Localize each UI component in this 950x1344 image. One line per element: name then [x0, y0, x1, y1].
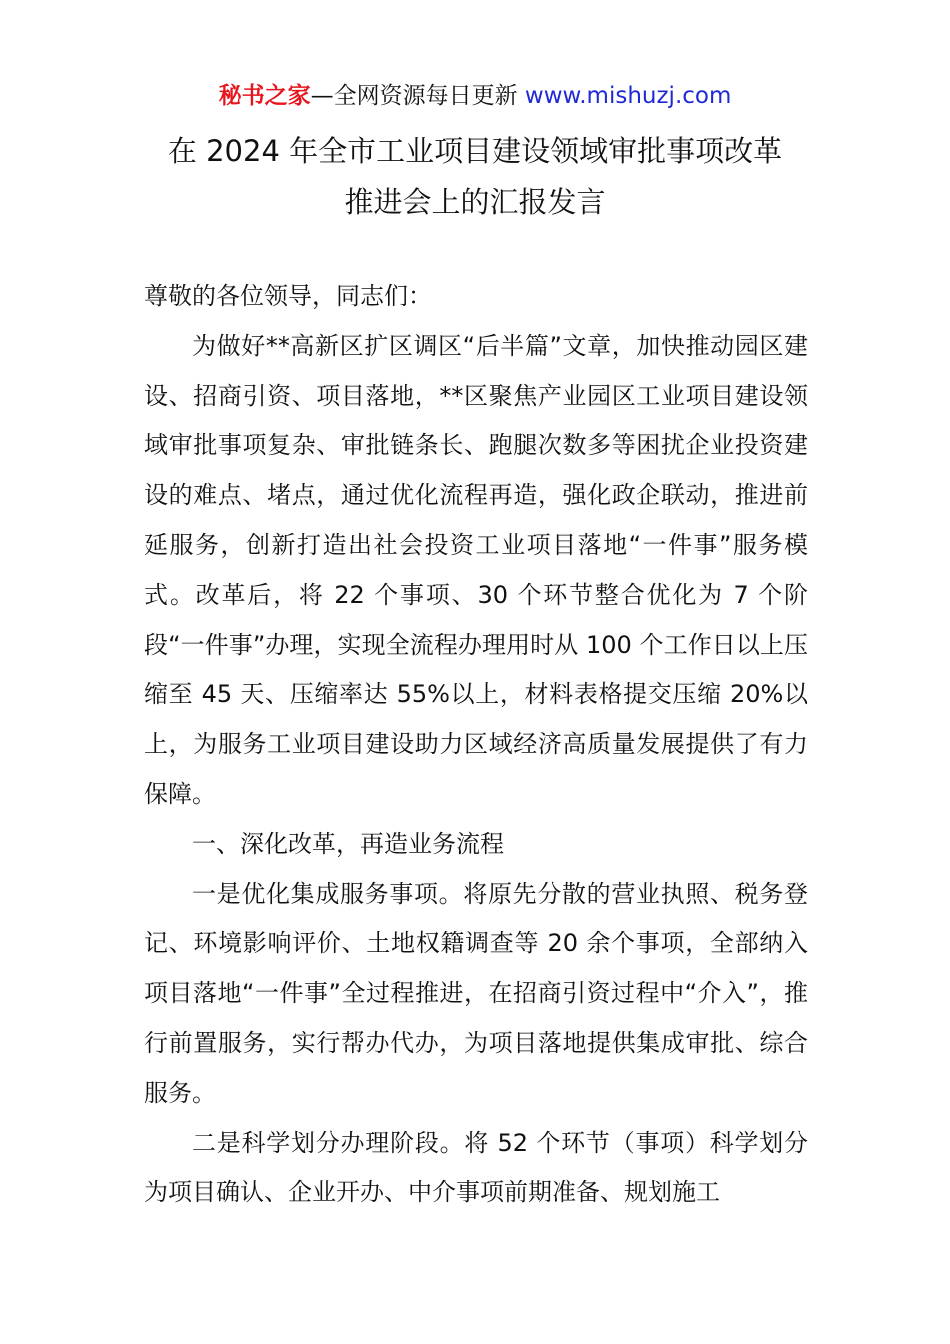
body-paragraph-2: 二是科学划分办理阶段。将 52 个环节（事项）科学划分为项目确认、企业开办、中介事项前期准备、规划施工 — [144, 1128, 808, 1207]
document-title — [100, 126, 850, 228]
document-body — [144, 272, 808, 1218]
body-paragraph-1: 一是优化集成服务事项。将原先分散的营业执照、税务登记、环境影响评价、土地权籍调查等 20 余个事项，全部纳入项目落地“一件事”全过程推进，在招商引资过程中“介入”，推行前置服务，实行帮办代办，为项目落地提供集成审批、综合服务。 — [144, 879, 808, 1107]
site-header — [0, 80, 950, 112]
site-url[interactable]: www.mishuzj.com — [524, 83, 732, 109]
site-brand: 秘书之家 — [218, 83, 311, 109]
site-tagline: —全网资源每日更新 — [310, 83, 518, 109]
title-line-1: 在 2024 年全市工业项目建设领域审批事项改革 — [167, 134, 783, 168]
title-line-2: 推进会上的汇报发言 — [344, 185, 606, 219]
section-heading-1: 一、深化改革，再造业务流程 — [192, 829, 504, 858]
intro-paragraph: 为做好**高新区扩区调区“后半篇”文章，加快推动园区建设、招商引资、项目落地，**区聚焦产业园区工业项目建设领域审批事项复杂、审批链条长、跑腿次数多等困扰企业投资建设的难点、堵点，通过优化流程再造，强化政企联动，推进前延服务，创新打造出社会投资工业项目落地“一件事”服务模式。改革后，将 22 个事项、30 个环节整合优化为 7 个阶段“一件事”办理，实现全流程办理用时从 100 个工作日以上压缩至 45 天、压缩率达 55%以上，材料表格提交压缩 20%以上，为服务工业项目建设助力区域经济高质量发展提供了有力保障。 — [144, 331, 808, 808]
salutation: 尊敬的各位领导，同志们： — [144, 282, 432, 310]
